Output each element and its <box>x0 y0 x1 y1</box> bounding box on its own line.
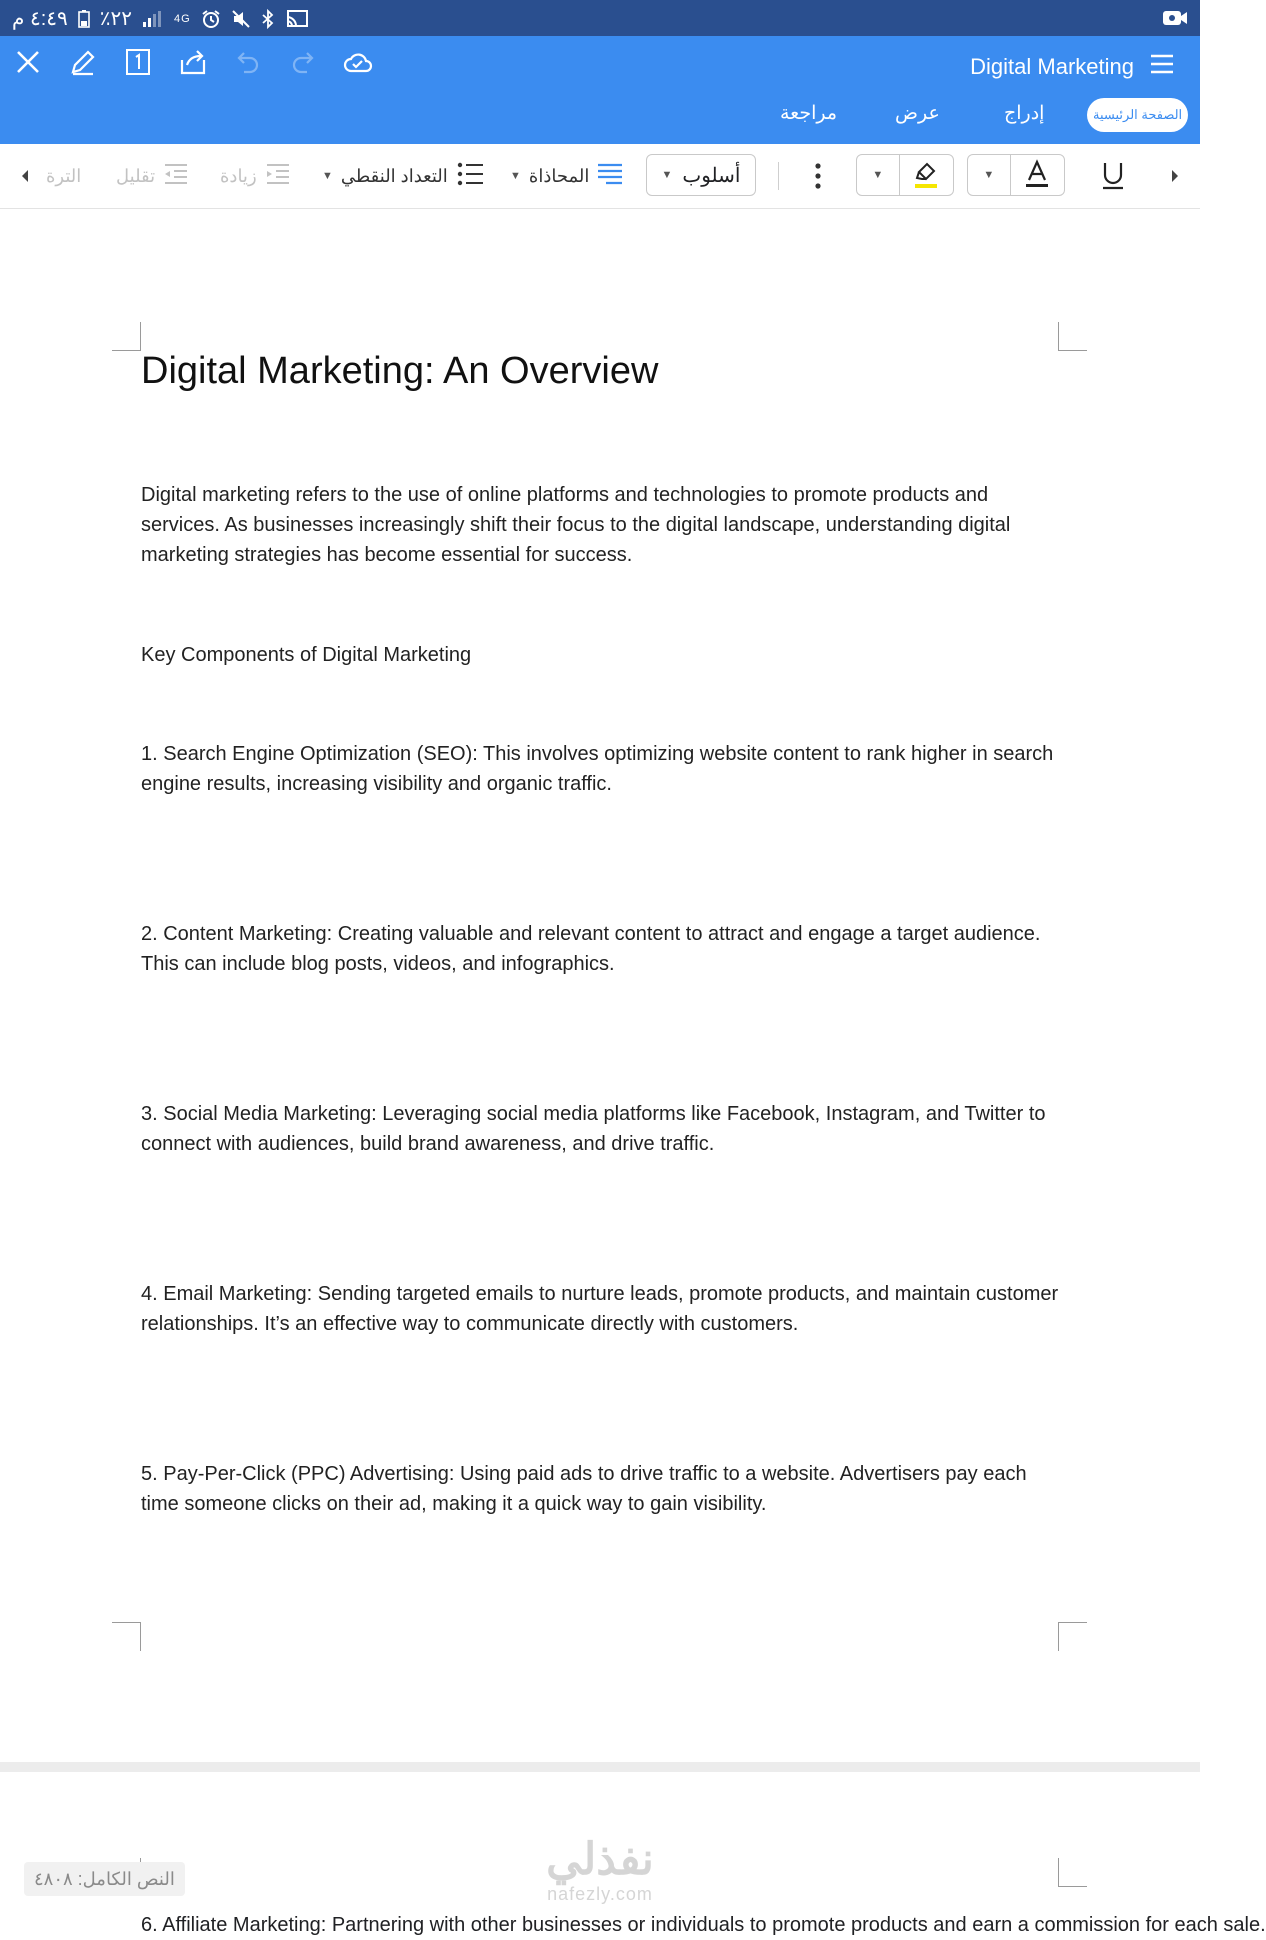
style-label: أسلوب <box>682 164 741 187</box>
paragraph-email[interactable]: 4. Email Marketing: Sending targeted emails to nurture leads, promote products, and maintain customer relationships. It’s an effective way to communicate directly with customers. <box>141 1283 1059 1335</box>
style-dropdown[interactable] <box>646 154 756 196</box>
chevron-down-icon[interactable]: ▼ <box>857 155 900 195</box>
cast-icon <box>285 9 309 29</box>
page-corner-mark <box>112 322 141 351</box>
format-toolbar <box>0 144 1200 209</box>
document-title: Digital Marketing <box>970 54 1134 79</box>
scroll-right-icon[interactable] <box>1170 144 1180 208</box>
hamburger-menu-icon[interactable] <box>1148 50 1176 83</box>
highlight-color-control[interactable] <box>856 154 954 196</box>
bullets-dropdown[interactable] <box>322 144 484 208</box>
scroll-left-icon[interactable] <box>20 144 30 208</box>
increase-indent-button[interactable] <box>220 144 291 208</box>
word-count-badge: النص الكامل: ٤٨٠٨ <box>24 1862 185 1896</box>
page-corner-mark <box>1058 1858 1087 1887</box>
font-color-control[interactable] <box>967 154 1065 196</box>
share-icon[interactable] <box>179 48 207 76</box>
chevron-down-icon: ▼ <box>510 170 521 182</box>
battery-icon <box>78 10 90 28</box>
increase-label: زيادة <box>220 165 257 186</box>
increase-indent-icon <box>265 162 291 191</box>
page-number-icon[interactable] <box>124 48 152 76</box>
decrease-label: تقليل <box>116 165 156 186</box>
align-label: المحاذاة <box>528 165 590 186</box>
bullet-list-icon <box>456 161 484 192</box>
align-icon <box>597 162 623 191</box>
chevron-down-icon[interactable]: ▼ <box>968 155 1011 195</box>
tab-view[interactable]: عرض <box>895 103 940 124</box>
paragraph-content-marketing[interactable]: 2. Content Marketing: Creating valuable and relevant content to attract and engage a target audience. This can include blog posts, videos, and infographics. <box>141 923 1041 975</box>
paragraph-intro[interactable]: Digital marketing refers to the use of online platforms and technologies to promote products and services. As businesses increasingly shift their focus to the digital landscape, understanding digital marketing strategies has become essential for success. <box>141 484 1011 566</box>
document-page[interactable] <box>0 210 1200 1760</box>
tab-review[interactable]: مراجعة <box>780 103 838 124</box>
page-separator <box>0 1762 1200 1772</box>
paragraph-ppc[interactable]: 5. Pay-Per-Click (PPC) Advertising: Using paid ads to drive traffic to a website. Advertisers pay each time someone clicks on their ad, making it a quick way to gain visibility. <box>141 1463 1027 1515</box>
status-network: 4G <box>173 12 191 25</box>
ribbon-tabs <box>0 96 1200 140</box>
page-corner-mark <box>1058 1622 1087 1651</box>
app-bar <box>0 36 1200 144</box>
highlighter-icon[interactable] <box>900 160 953 190</box>
mute-icon <box>231 9 251 29</box>
tab-insert[interactable]: إدراج <box>1004 103 1045 124</box>
font-color-icon[interactable] <box>1011 160 1064 190</box>
signal-icon <box>142 10 164 28</box>
status-battery: ٪٢٢ <box>99 8 132 30</box>
more-options-icon[interactable] <box>814 144 822 208</box>
cloud-sync-icon[interactable] <box>344 48 372 76</box>
alarm-icon <box>201 9 221 29</box>
status-time: ٤:٤٩ م <box>12 8 68 30</box>
chevron-down-icon: ▼ <box>661 169 673 181</box>
chevron-down-icon: ▼ <box>322 170 333 182</box>
undo-icon[interactable] <box>234 48 262 76</box>
decrease-indent-button[interactable] <box>116 144 189 208</box>
paragraph-affiliate: 6. Affiliate Marketing: Partnering with other businesses or individuals to promote products and earn a commission for each sale. <box>141 1914 1266 1936</box>
tab-home[interactable]: الصفحة الرئيسية <box>1087 98 1188 132</box>
status-bar <box>0 0 1200 36</box>
bluetooth-icon <box>261 9 275 29</box>
redo-icon[interactable] <box>289 48 317 76</box>
underline-icon[interactable] <box>1101 144 1125 208</box>
page-corner-mark <box>1058 322 1087 351</box>
page-corner-mark <box>112 1622 141 1651</box>
next-page-text-partial[interactable] <box>141 1912 1266 1936</box>
paragraph-social-media[interactable]: 3. Social Media Marketing: Leveraging social media platforms like Facebook, Instagram, and Twitter to connect with audiences, build brand awareness, and drive traffic. <box>141 1103 1046 1155</box>
watermark-latin: nafezly.com <box>547 1884 653 1904</box>
paragraph-subheading[interactable]: Key Components of Digital Marketing <box>141 644 472 666</box>
bullets-label: التعداد النقطي <box>340 165 448 186</box>
watermark-logo <box>525 1836 675 1905</box>
screen-record-icon <box>1162 8 1188 28</box>
paragraph-seo[interactable]: 1. Search Engine Optimization (SEO): This involves optimizing website content to rank higher in search engine results, increasing visibility and organic traffic. <box>141 743 1054 795</box>
document-heading[interactable]: Digital Marketing: An Overview <box>141 350 659 392</box>
align-dropdown[interactable] <box>510 144 623 208</box>
edit-pen-icon[interactable] <box>69 48 97 76</box>
truncated-label: الترة <box>46 165 82 186</box>
close-icon[interactable] <box>14 48 42 76</box>
decrease-indent-icon <box>163 162 189 191</box>
watermark-arabic: نفذلي <box>546 1835 654 1884</box>
truncated-button[interactable] <box>46 144 81 208</box>
toolbar-divider <box>778 162 779 190</box>
